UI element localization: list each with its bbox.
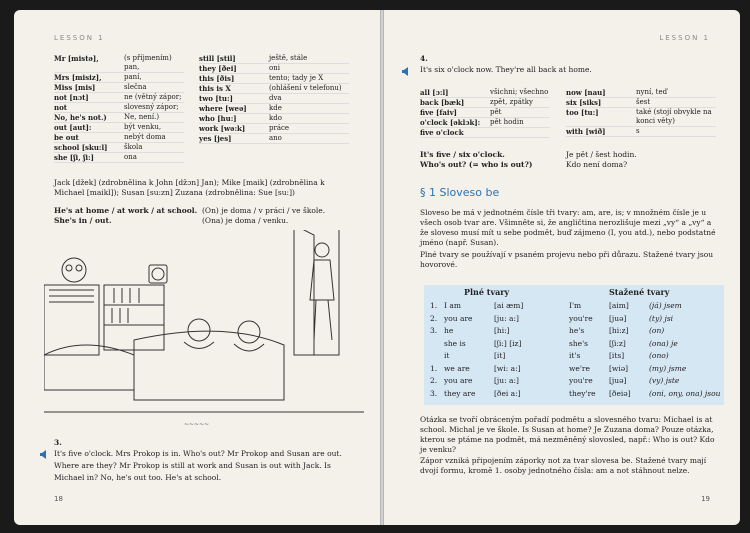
vocab-row: [54, 153, 184, 163]
vocab-meaning: ona: [124, 153, 137, 161]
vocab-word: not: [54, 103, 67, 112]
section-text: It's six o'clock now. They're all back at home.: [420, 65, 592, 74]
vocab-list-right: [199, 54, 349, 144]
table-row: [424, 301, 724, 311]
table-head-full: Plné tvary: [464, 287, 510, 297]
example-en: She's in / out.: [54, 216, 112, 225]
section-number: 3.: [54, 438, 62, 447]
table-cell-sp: [juə]: [609, 376, 627, 385]
family-illustration: [44, 230, 364, 430]
table-cell-short: I'm: [569, 301, 582, 310]
example-en: It's five / six o'clock.: [420, 150, 505, 159]
table-cell-cz: (vy) jste: [649, 376, 680, 385]
vocab-word: yes [jes]: [199, 134, 232, 143]
page-number: 18: [54, 495, 63, 503]
paragraph: Otázka se tvoří obráceným pořadí podmětu a slovesného tvaru: Michael is at school. Michal je ve škole. Is Susan at home? Je Zuzana doma? Pouze otázka, kterou se ptáme na podmět, má nezměněný slovosled, např.: Who is out? Kdo je venku?: [420, 415, 715, 454]
left-page: [14, 10, 380, 525]
vocab-row: [420, 98, 550, 108]
table-cell-cz: (my) jsme: [649, 363, 687, 373]
vocab-row: [420, 108, 550, 118]
vocab-meaning: (s příjmením) pan,: [124, 54, 172, 71]
vocab-row: [54, 103, 184, 113]
table-cell-fp: [ju: a:]: [494, 313, 519, 323]
table-cell-cz: (ona) je: [649, 338, 678, 348]
right-page: [384, 10, 740, 525]
vocab-meaning: ano: [269, 134, 282, 142]
table-cell-cz: (ono): [649, 351, 669, 360]
table-cell-short: we're: [569, 363, 590, 373]
vocab-meaning: nebýt doma: [124, 133, 166, 141]
names-note: Jack [džek] (zdrobnělina k John [džɔn] Jan); Mike [maik] (zdrobnělina k Michael [maikl]); Susan [su:zn] Zuzana (zdrobnělina: Sue [su:]): [54, 178, 325, 197]
table-cell-full: we are: [444, 363, 470, 373]
table-cell-full: they are: [444, 388, 476, 398]
vocab-list-right: [566, 88, 716, 137]
vocab-row: [54, 143, 184, 153]
vocab-word: Miss [mis]: [54, 83, 96, 92]
table-cell-sp: [its]: [609, 351, 625, 360]
vocab-meaning: (ohlášení v telefonu): [269, 84, 342, 92]
vocab-meaning: šest: [636, 98, 651, 106]
example-en: Who's out? (= who is out?): [420, 160, 533, 169]
table-row: [424, 314, 724, 324]
vocab-row: [54, 113, 184, 123]
vocab-meaning: také (stojí obvykle na konci věty): [636, 108, 712, 125]
vocab-row: [420, 128, 550, 138]
vocab-meaning: slovesný zápor;: [124, 103, 179, 111]
example-cs: (On) je doma / v práci / ve škole.: [202, 206, 326, 215]
vocab-meaning: ještě, stále: [269, 54, 308, 62]
table-cell-sp: [aim]: [609, 301, 629, 310]
table-cell-sp: [wiə]: [609, 363, 629, 373]
vocab-word: o'clock [əklɔk]:: [420, 118, 481, 127]
paragraph: Zápor vzniká připojením záporky not za tvar slovesa be. Stažené tvary mají dvojí formu, kromě 1. osoby jednotného čísla: am a not stáhnout nelze.: [420, 456, 707, 475]
vocab-meaning: všichni; všechno: [490, 88, 549, 96]
vocab-word: this [ðis]: [199, 74, 235, 83]
vocab-word: they [ðei]: [199, 64, 237, 73]
vocab-word: Mrs [misiz],: [54, 73, 102, 82]
vocab-word: too [tu:]: [566, 108, 599, 117]
vocab-word: five [faiv]: [420, 108, 457, 117]
be-forms-table: [424, 285, 724, 405]
table-cell-fp: [ai æm]: [494, 301, 524, 310]
vocab-row: [199, 94, 349, 104]
table-cell-fp: [it]: [494, 351, 506, 360]
vocab-meaning: oni: [269, 64, 280, 72]
table-cell-cz: (oni, ony, ona) jsou: [649, 388, 721, 398]
vocab-word: six [siks]: [566, 98, 602, 107]
running-head: LESSON 1: [54, 34, 105, 42]
table-cell-full: I am: [444, 301, 461, 310]
vocab-word: where [weə]: [199, 104, 247, 113]
table-cell-short: you're: [569, 313, 593, 323]
vocab-row: [566, 108, 716, 127]
example-en: He's at home / at work / at school.: [54, 206, 198, 215]
vocab-meaning: slečna: [124, 83, 147, 91]
vocab-word: now [nau]: [566, 88, 606, 97]
table-cell-sp: [hi:z]: [609, 326, 629, 335]
speaker-icon[interactable]: [40, 450, 47, 459]
vocab-word: school [sku:l]: [54, 143, 108, 152]
vocab-list-left: [420, 88, 550, 138]
table-cell-cz: (on): [649, 326, 665, 335]
page-number: 19: [701, 495, 710, 503]
vocab-word: five o'clock: [420, 128, 464, 137]
vocab-word: all [ɔ:l]: [420, 88, 449, 97]
vocab-meaning: zpět, zpátky: [490, 98, 533, 106]
vocab-row: [199, 64, 349, 74]
vocab-meaning: nyní, teď: [636, 88, 668, 96]
vocab-word: this is X: [199, 84, 231, 93]
vocab-row: [420, 88, 550, 98]
vocab-word: No, he's not.): [54, 113, 107, 122]
vocab-row: [566, 88, 716, 98]
table-cell-full: he: [444, 326, 454, 335]
table-cell-full: she is: [444, 338, 466, 348]
vocab-row: [566, 98, 716, 108]
vocab-row: [54, 93, 184, 103]
table-cell-full: you are: [444, 313, 473, 323]
vocab-meaning: Ne, není.): [124, 113, 160, 121]
table-cell-full: you are: [444, 376, 473, 385]
vocab-row: [54, 133, 184, 143]
speaker-icon[interactable]: [402, 67, 409, 76]
vocab-meaning: ne (větný zápor;: [124, 93, 182, 101]
vocab-row: [199, 74, 349, 84]
section-heading: § 1 Sloveso be: [420, 186, 500, 199]
vocab-meaning: práce: [269, 124, 290, 132]
table-cell-short: they're: [569, 388, 596, 398]
vocab-row: [199, 124, 349, 134]
vocab-meaning: škola: [124, 143, 143, 151]
vocab-meaning: paní,: [124, 73, 142, 81]
vocab-word: who [hu:]: [199, 114, 237, 123]
example-cs: Je pět / šest hodin.: [566, 150, 637, 159]
table-cell-n: 2.: [430, 376, 438, 385]
table-row: [424, 389, 724, 399]
vocab-meaning: kdo: [269, 114, 282, 122]
table-cell-cz: (ty) jsi: [649, 313, 674, 323]
vocab-word: be out: [54, 133, 79, 142]
table-cell-sp: [juə]: [609, 313, 627, 323]
table-cell-fp: [hi:]: [494, 326, 510, 335]
section-number: 4.: [420, 54, 428, 63]
table-row: [424, 351, 724, 361]
paragraph: Sloveso be má v jednotném čísle tři tvary: am, are, is; v množném čísle je u všech osob tvar are. Všimněte si, že angličtina nerozlišuje mezi „vy“ a „vy“ a že sloveso musí mít u sebe podmět, buď zájmeno (I, you atd.), nebo podstatné jméno (např. Susan).: [420, 208, 716, 247]
table-row: [424, 376, 724, 386]
vocab-word: with [wið]: [566, 127, 606, 136]
table-cell-sp: [ðeiə]: [609, 388, 631, 398]
vocab-row: [54, 83, 184, 93]
table-cell-sp: [ʃi:z]: [609, 338, 626, 348]
table-cell-short: it's: [569, 351, 581, 360]
table-cell-n: 1.: [430, 363, 438, 373]
vocab-word: she [ʃi, ʃi:]: [54, 153, 94, 162]
vocab-word: back [bæk]: [420, 98, 465, 107]
vocab-row: [199, 104, 349, 114]
vocab-row: [199, 114, 349, 124]
table-cell-n: 1.: [430, 301, 438, 310]
table-cell-short: you're: [569, 376, 593, 385]
table-cell-cz: (já) jsem: [649, 301, 682, 310]
vocab-meaning: pět: [490, 108, 502, 116]
table-cell-n: 2.: [430, 313, 438, 323]
vocab-row: [199, 54, 349, 64]
vocab-meaning: dva: [269, 94, 282, 102]
vocab-meaning: být venku,: [124, 123, 162, 131]
table-cell-fp: [wi: a:]: [494, 363, 521, 373]
section-text: It's five o'clock. Mrs Prokop is in. Who's out? Mr Prokop and Susan are out. Where are they? Mr Prokop is still at work and Susan is out with Jack. Is Michael in? No, he's out too. He's at school.: [54, 449, 342, 482]
running-head: LESSON 1: [659, 34, 710, 42]
table-cell-fp: [ðei a:]: [494, 388, 521, 398]
vocab-word: two [tu:]: [199, 94, 233, 103]
table-row: [424, 364, 724, 374]
vocab-row: [420, 118, 550, 128]
paragraph: Plné tvary se používají v psaném projevu nebo při důrazu. Stažené tvary jsou hovorové.: [420, 250, 714, 269]
vocab-row: [199, 84, 349, 94]
table-row: [424, 326, 724, 336]
example-cs: (Ona) je doma / venku.: [202, 216, 289, 225]
vocab-word: Mr [mistə],: [54, 54, 99, 63]
vocab-row: [199, 134, 349, 144]
table-cell-n: 3.: [430, 388, 438, 398]
table-row: [424, 339, 724, 349]
vocab-word: out [aut]:: [54, 123, 92, 132]
vocab-word: work [wə:k]: [199, 124, 246, 133]
table-cell-full: it: [444, 351, 450, 360]
vocab-row: [54, 123, 184, 133]
table-cell-n: 3.: [430, 326, 438, 335]
vocab-word: not [nɔt]: [54, 93, 89, 102]
vocab-meaning: s: [636, 127, 640, 135]
vocab-meaning: tento; tady je X: [269, 74, 324, 82]
table-cell-short: she's: [569, 338, 589, 348]
table-cell-fp: [ʃi:] [iz]: [494, 338, 522, 348]
vocab-meaning: pět hodin: [490, 118, 524, 126]
table-cell-fp: [ju: a:]: [494, 376, 519, 385]
vocab-row: [566, 127, 716, 137]
svg-text:~~~~~: ~~~~~: [184, 421, 210, 428]
vocab-row: [54, 73, 184, 83]
vocab-word: still [stil]: [199, 54, 236, 63]
vocab-row: [54, 54, 184, 73]
table-head-short: Stažené tvary: [609, 287, 670, 297]
vocab-meaning: kde: [269, 104, 282, 112]
table-cell-short: he's: [569, 326, 585, 335]
example-cs: Kdo není doma?: [566, 160, 628, 169]
vocab-list-left: [54, 54, 184, 163]
vocab-meaning: [490, 128, 550, 137]
